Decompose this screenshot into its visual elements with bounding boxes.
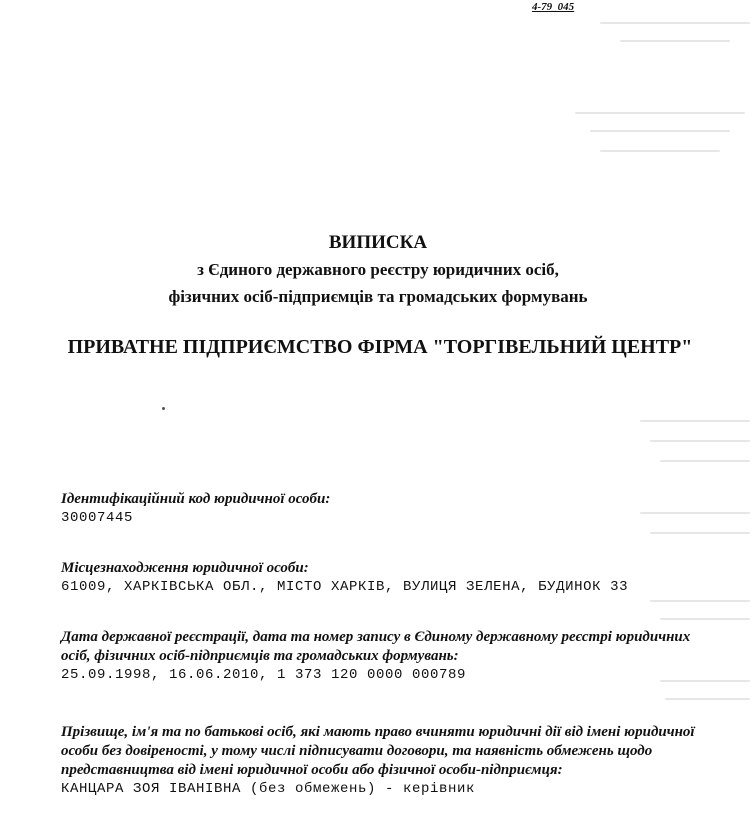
scan-artifact — [600, 150, 720, 152]
scan-artifact — [640, 420, 750, 422]
scan-artifact — [665, 698, 750, 700]
document-code: 4-79_045 — [532, 1, 575, 13]
document-subtitle-line-2: фізичних осіб-підприємців та громадських формувань — [168, 287, 588, 306]
scan-artifact — [575, 112, 745, 114]
field-registration-date — [61, 628, 711, 684]
scan-artifact — [600, 22, 750, 24]
document-subtitle-line-1: з Єдиного державного реєстру юридичних осіб, — [197, 260, 559, 279]
company-name: ПРИВАТНЕ ПІДПРИЄМСТВО ФІРМА "ТОРГІВЕЛЬНИЙ ЦЕНТР" — [67, 336, 693, 358]
field-value: 30007445 — [61, 510, 134, 526]
field-label: Ідентифікаційний код юридичної особи: — [61, 491, 331, 507]
field-identification-code — [61, 490, 711, 527]
document-title: ВИПИСКА — [328, 232, 428, 253]
scan-artifact — [660, 618, 750, 620]
field-label: Прізвище, ім'я та по батькові осіб, які мають право вчиняти юридичні дії від імені юридичної особи без довіреності, у тому числі підписувати договори, та наявність обмежень щодо представництва від імені юридичної особи або фізичної особи-підприємця: — [61, 724, 695, 778]
scan-artifact — [660, 460, 750, 462]
title-block — [40, 230, 716, 310]
scan-artifact — [620, 40, 730, 42]
scan-artifact — [650, 532, 750, 534]
field-label: Місцезнаходження юридичної особи: — [61, 560, 309, 576]
scan-artifact — [590, 130, 730, 132]
scan-artifact — [650, 600, 750, 602]
field-address — [61, 559, 711, 596]
field-value: 61009, ХАРКІВСЬКА ОБЛ., МІСТО ХАРКІВ, ВУЛИЦЯ ЗЕЛЕНА, БУДИНОК 33 — [61, 579, 629, 595]
scan-speck — [162, 407, 165, 410]
scan-artifact — [650, 440, 750, 442]
field-value: 25.09.1998, 16.06.2010, 1 373 120 0000 000789 — [61, 667, 467, 683]
field-label: Дата державної реєстрації, дата та номер запису в Єдиному державному реєстрі юридичних осіб, фізичних осіб-підприємців та громадських формувань: — [61, 629, 691, 664]
field-authorized-persons — [61, 723, 711, 798]
field-value: КАНЦАРА ЗОЯ ІВАНІВНА (без обмежень) - керівник — [61, 781, 476, 797]
